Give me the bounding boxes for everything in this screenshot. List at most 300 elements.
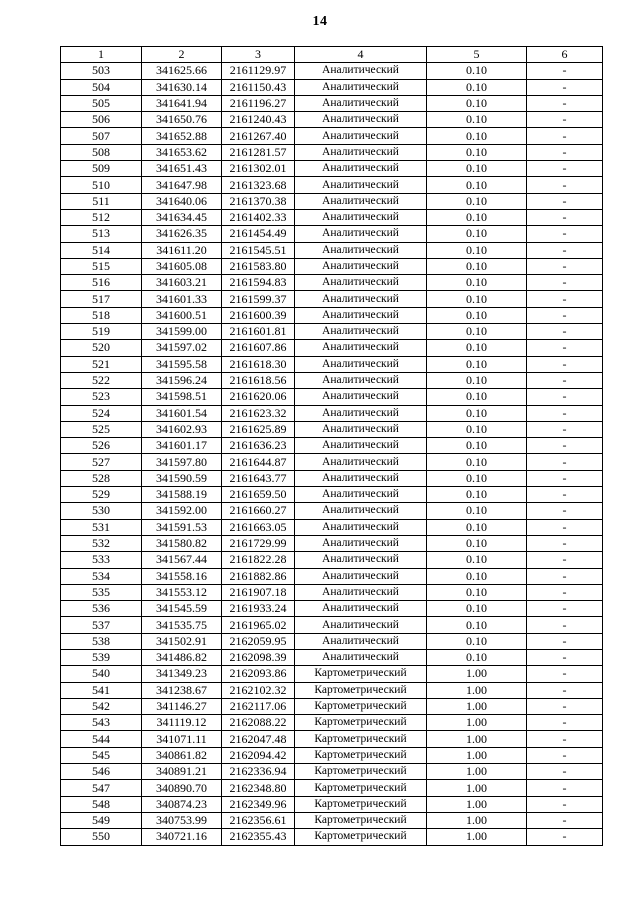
note-cell: - — [527, 112, 603, 128]
x-coordinate-cell: 341603.21 — [142, 275, 222, 291]
accuracy-cell: 1.00 — [427, 715, 527, 731]
method-cell: Аналитический — [295, 438, 427, 454]
point-number-cell: 532 — [61, 535, 142, 551]
table-row — [61, 601, 603, 617]
x-coordinate-cell: 341580.82 — [142, 535, 222, 551]
note-cell: - — [527, 438, 603, 454]
note-cell: - — [527, 79, 603, 95]
accuracy-cell: 0.10 — [427, 421, 527, 437]
x-coordinate-cell: 341349.23 — [142, 666, 222, 682]
y-coordinate-cell: 2161620.06 — [222, 389, 295, 405]
method-cell: Аналитический — [295, 95, 427, 111]
table-row — [61, 503, 603, 519]
point-number-cell: 539 — [61, 649, 142, 665]
note-cell: - — [527, 128, 603, 144]
accuracy-cell: 0.10 — [427, 356, 527, 372]
y-coordinate-cell: 2161281.57 — [222, 144, 295, 160]
y-coordinate-cell: 2162348.80 — [222, 780, 295, 796]
column-header: 2 — [142, 47, 222, 63]
note-cell: - — [527, 584, 603, 600]
point-number-cell: 511 — [61, 193, 142, 209]
accuracy-cell: 0.10 — [427, 95, 527, 111]
table-row — [61, 698, 603, 714]
note-cell: - — [527, 372, 603, 388]
method-cell: Аналитический — [295, 552, 427, 568]
y-coordinate-cell: 2161607.86 — [222, 340, 295, 356]
note-cell: - — [527, 487, 603, 503]
point-number-cell: 544 — [61, 731, 142, 747]
y-coordinate-cell: 2161623.32 — [222, 405, 295, 421]
accuracy-cell: 1.00 — [427, 780, 527, 796]
note-cell: - — [527, 535, 603, 551]
accuracy-cell: 0.10 — [427, 161, 527, 177]
method-cell: Аналитический — [295, 454, 427, 470]
method-cell: Картометрический — [295, 666, 427, 682]
column-header: 6 — [527, 47, 603, 63]
y-coordinate-cell: 2162098.39 — [222, 649, 295, 665]
point-number-cell: 524 — [61, 405, 142, 421]
accuracy-cell: 1.00 — [427, 666, 527, 682]
method-cell: Аналитический — [295, 258, 427, 274]
method-cell: Аналитический — [295, 209, 427, 225]
note-cell: - — [527, 95, 603, 111]
method-cell: Аналитический — [295, 226, 427, 242]
note-cell: - — [527, 633, 603, 649]
y-coordinate-cell: 2162047.48 — [222, 731, 295, 747]
method-cell: Картометрический — [295, 747, 427, 763]
point-number-cell: 536 — [61, 601, 142, 617]
note-cell: - — [527, 682, 603, 698]
method-cell: Картометрический — [295, 698, 427, 714]
point-number-cell: 523 — [61, 389, 142, 405]
y-coordinate-cell: 2161965.02 — [222, 617, 295, 633]
y-coordinate-cell: 2161618.56 — [222, 372, 295, 388]
method-cell: Аналитический — [295, 307, 427, 323]
note-cell: - — [527, 226, 603, 242]
y-coordinate-cell: 2161600.39 — [222, 307, 295, 323]
method-cell: Картометрический — [295, 731, 427, 747]
method-cell: Аналитический — [295, 633, 427, 649]
accuracy-cell: 0.10 — [427, 275, 527, 291]
y-coordinate-cell: 2162355.43 — [222, 829, 295, 845]
table-row — [61, 340, 603, 356]
y-coordinate-cell: 2161370.38 — [222, 193, 295, 209]
note-cell: - — [527, 389, 603, 405]
y-coordinate-cell: 2161822.28 — [222, 552, 295, 568]
method-cell: Аналитический — [295, 177, 427, 193]
accuracy-cell: 1.00 — [427, 731, 527, 747]
note-cell: - — [527, 568, 603, 584]
accuracy-cell: 0.10 — [427, 535, 527, 551]
note-cell: - — [527, 601, 603, 617]
note-cell: - — [527, 796, 603, 812]
method-cell: Аналитический — [295, 601, 427, 617]
table-row — [61, 764, 603, 780]
y-coordinate-cell: 2161129.97 — [222, 63, 295, 79]
y-coordinate-cell: 2162349.96 — [222, 796, 295, 812]
coordinates-table — [60, 46, 603, 846]
table-row — [61, 552, 603, 568]
point-number-cell: 541 — [61, 682, 142, 698]
method-cell: Аналитический — [295, 275, 427, 291]
accuracy-cell: 0.10 — [427, 405, 527, 421]
table-row — [61, 519, 603, 535]
point-number-cell: 534 — [61, 568, 142, 584]
point-number-cell: 503 — [61, 63, 142, 79]
x-coordinate-cell: 341601.17 — [142, 438, 222, 454]
x-coordinate-cell: 341596.24 — [142, 372, 222, 388]
accuracy-cell: 0.10 — [427, 242, 527, 258]
table-row — [61, 324, 603, 340]
note-cell: - — [527, 405, 603, 421]
method-cell: Аналитический — [295, 389, 427, 405]
note-cell: - — [527, 731, 603, 747]
note-cell: - — [527, 340, 603, 356]
table-row — [61, 617, 603, 633]
x-coordinate-cell: 341590.59 — [142, 470, 222, 486]
note-cell: - — [527, 829, 603, 845]
table-row — [61, 307, 603, 323]
note-cell: - — [527, 242, 603, 258]
y-coordinate-cell: 2161240.43 — [222, 112, 295, 128]
note-cell: - — [527, 161, 603, 177]
accuracy-cell: 0.10 — [427, 340, 527, 356]
note-cell: - — [527, 454, 603, 470]
y-coordinate-cell: 2162102.32 — [222, 682, 295, 698]
note-cell: - — [527, 291, 603, 307]
x-coordinate-cell: 341146.27 — [142, 698, 222, 714]
note-cell: - — [527, 780, 603, 796]
y-coordinate-cell: 2161644.87 — [222, 454, 295, 470]
accuracy-cell: 0.10 — [427, 568, 527, 584]
table-row — [61, 242, 603, 258]
point-number-cell: 514 — [61, 242, 142, 258]
x-coordinate-cell: 341602.93 — [142, 421, 222, 437]
table-row — [61, 796, 603, 812]
note-cell: - — [527, 698, 603, 714]
page-number: 14 — [312, 14, 328, 29]
table-row — [61, 389, 603, 405]
note-cell: - — [527, 617, 603, 633]
point-number-cell: 513 — [61, 226, 142, 242]
point-number-cell: 507 — [61, 128, 142, 144]
accuracy-cell: 0.10 — [427, 633, 527, 649]
point-number-cell: 516 — [61, 275, 142, 291]
table-row — [61, 438, 603, 454]
note-cell: - — [527, 209, 603, 225]
method-cell: Аналитический — [295, 128, 427, 144]
method-cell: Аналитический — [295, 356, 427, 372]
y-coordinate-cell: 2161643.77 — [222, 470, 295, 486]
table-row — [61, 487, 603, 503]
accuracy-cell: 1.00 — [427, 682, 527, 698]
accuracy-cell: 1.00 — [427, 698, 527, 714]
x-coordinate-cell: 341553.12 — [142, 584, 222, 600]
method-cell: Аналитический — [295, 324, 427, 340]
y-coordinate-cell: 2161882.86 — [222, 568, 295, 584]
y-coordinate-cell: 2161323.68 — [222, 177, 295, 193]
point-number-cell: 515 — [61, 258, 142, 274]
method-cell: Аналитический — [295, 617, 427, 633]
x-coordinate-cell: 340721.16 — [142, 829, 222, 845]
y-coordinate-cell: 2161601.81 — [222, 324, 295, 340]
table-row — [61, 633, 603, 649]
table-body — [61, 47, 603, 846]
x-coordinate-cell: 340890.70 — [142, 780, 222, 796]
accuracy-cell: 0.10 — [427, 649, 527, 665]
accuracy-cell: 1.00 — [427, 812, 527, 828]
column-header: 5 — [427, 47, 527, 63]
accuracy-cell: 0.10 — [427, 503, 527, 519]
table-row — [61, 584, 603, 600]
accuracy-cell: 0.10 — [427, 209, 527, 225]
point-number-cell: 522 — [61, 372, 142, 388]
y-coordinate-cell: 2162093.86 — [222, 666, 295, 682]
y-coordinate-cell: 2161599.37 — [222, 291, 295, 307]
accuracy-cell: 0.10 — [427, 144, 527, 160]
x-coordinate-cell: 341653.62 — [142, 144, 222, 160]
method-cell: Аналитический — [295, 242, 427, 258]
method-cell: Аналитический — [295, 161, 427, 177]
accuracy-cell: 0.10 — [427, 470, 527, 486]
table-row — [61, 128, 603, 144]
y-coordinate-cell: 2162088.22 — [222, 715, 295, 731]
note-cell: - — [527, 649, 603, 665]
column-header: 3 — [222, 47, 295, 63]
note-cell: - — [527, 812, 603, 828]
table-row — [61, 780, 603, 796]
y-coordinate-cell: 2161583.80 — [222, 258, 295, 274]
point-number-cell: 530 — [61, 503, 142, 519]
accuracy-cell: 0.10 — [427, 601, 527, 617]
point-number-cell: 521 — [61, 356, 142, 372]
x-coordinate-cell: 341634.45 — [142, 209, 222, 225]
table-row — [61, 356, 603, 372]
note-cell: - — [527, 747, 603, 763]
x-coordinate-cell: 341071.11 — [142, 731, 222, 747]
point-number-cell: 543 — [61, 715, 142, 731]
x-coordinate-cell: 340891.21 — [142, 764, 222, 780]
point-number-cell: 540 — [61, 666, 142, 682]
method-cell: Аналитический — [295, 193, 427, 209]
point-number-cell: 546 — [61, 764, 142, 780]
x-coordinate-cell: 341652.88 — [142, 128, 222, 144]
table-row — [61, 161, 603, 177]
accuracy-cell: 0.10 — [427, 291, 527, 307]
accuracy-cell: 1.00 — [427, 764, 527, 780]
method-cell: Картометрический — [295, 764, 427, 780]
accuracy-cell: 0.10 — [427, 226, 527, 242]
method-cell: Аналитический — [295, 503, 427, 519]
y-coordinate-cell: 2161454.49 — [222, 226, 295, 242]
accuracy-cell: 0.10 — [427, 372, 527, 388]
note-cell: - — [527, 503, 603, 519]
x-coordinate-cell: 341592.00 — [142, 503, 222, 519]
method-cell: Картометрический — [295, 682, 427, 698]
table-row — [61, 829, 603, 845]
note-cell: - — [527, 324, 603, 340]
y-coordinate-cell: 2162356.61 — [222, 812, 295, 828]
accuracy-cell: 0.10 — [427, 324, 527, 340]
x-coordinate-cell: 341558.16 — [142, 568, 222, 584]
method-cell: Аналитический — [295, 584, 427, 600]
point-number-cell: 512 — [61, 209, 142, 225]
x-coordinate-cell: 341641.94 — [142, 95, 222, 111]
accuracy-cell: 1.00 — [427, 796, 527, 812]
point-number-cell: 519 — [61, 324, 142, 340]
point-number-cell: 545 — [61, 747, 142, 763]
method-cell: Картометрический — [295, 812, 427, 828]
method-cell: Картометрический — [295, 829, 427, 845]
accuracy-cell: 0.10 — [427, 258, 527, 274]
point-number-cell: 529 — [61, 487, 142, 503]
method-cell: Аналитический — [295, 144, 427, 160]
method-cell: Аналитический — [295, 112, 427, 128]
x-coordinate-cell: 341647.98 — [142, 177, 222, 193]
accuracy-cell: 0.10 — [427, 79, 527, 95]
x-coordinate-cell: 341600.51 — [142, 307, 222, 323]
table-header-row — [61, 47, 603, 63]
point-number-cell: 548 — [61, 796, 142, 812]
method-cell: Аналитический — [295, 519, 427, 535]
y-coordinate-cell: 2161907.18 — [222, 584, 295, 600]
table-row — [61, 112, 603, 128]
accuracy-cell: 0.10 — [427, 177, 527, 193]
note-cell: - — [527, 193, 603, 209]
y-coordinate-cell: 2161618.30 — [222, 356, 295, 372]
x-coordinate-cell: 341486.82 — [142, 649, 222, 665]
note-cell: - — [527, 63, 603, 79]
table-row — [61, 568, 603, 584]
y-coordinate-cell: 2161660.27 — [222, 503, 295, 519]
y-coordinate-cell: 2161663.05 — [222, 519, 295, 535]
table-row — [61, 649, 603, 665]
note-cell: - — [527, 258, 603, 274]
x-coordinate-cell: 341597.02 — [142, 340, 222, 356]
note-cell: - — [527, 177, 603, 193]
accuracy-cell: 0.10 — [427, 552, 527, 568]
column-header: 1 — [61, 47, 142, 63]
point-number-cell: 517 — [61, 291, 142, 307]
table-row — [61, 177, 603, 193]
table-row — [61, 79, 603, 95]
table-row — [61, 258, 603, 274]
table-row — [61, 144, 603, 160]
accuracy-cell: 0.10 — [427, 454, 527, 470]
note-cell: - — [527, 421, 603, 437]
y-coordinate-cell: 2161302.01 — [222, 161, 295, 177]
x-coordinate-cell: 341535.75 — [142, 617, 222, 633]
y-coordinate-cell: 2161402.33 — [222, 209, 295, 225]
table-row — [61, 209, 603, 225]
x-coordinate-cell: 341626.35 — [142, 226, 222, 242]
point-number-cell: 508 — [61, 144, 142, 160]
x-coordinate-cell: 341599.00 — [142, 324, 222, 340]
point-number-cell: 547 — [61, 780, 142, 796]
method-cell: Аналитический — [295, 649, 427, 665]
point-number-cell: 518 — [61, 307, 142, 323]
table-row — [61, 95, 603, 111]
x-coordinate-cell: 341651.43 — [142, 161, 222, 177]
x-coordinate-cell: 340874.23 — [142, 796, 222, 812]
point-number-cell: 506 — [61, 112, 142, 128]
y-coordinate-cell: 2161729.99 — [222, 535, 295, 551]
table-row — [61, 291, 603, 307]
point-number-cell: 509 — [61, 161, 142, 177]
x-coordinate-cell: 341502.91 — [142, 633, 222, 649]
method-cell: Аналитический — [295, 535, 427, 551]
table-row — [61, 715, 603, 731]
accuracy-cell: 0.10 — [427, 487, 527, 503]
x-coordinate-cell: 341598.51 — [142, 389, 222, 405]
method-cell: Аналитический — [295, 470, 427, 486]
x-coordinate-cell: 340753.99 — [142, 812, 222, 828]
accuracy-cell: 0.10 — [427, 438, 527, 454]
point-number-cell: 527 — [61, 454, 142, 470]
point-number-cell: 537 — [61, 617, 142, 633]
table-row — [61, 405, 603, 421]
accuracy-cell: 0.10 — [427, 519, 527, 535]
x-coordinate-cell: 341238.67 — [142, 682, 222, 698]
y-coordinate-cell: 2162059.95 — [222, 633, 295, 649]
point-number-cell: 504 — [61, 79, 142, 95]
table-row — [61, 812, 603, 828]
y-coordinate-cell: 2161150.43 — [222, 79, 295, 95]
x-coordinate-cell: 341611.20 — [142, 242, 222, 258]
x-coordinate-cell: 341625.66 — [142, 63, 222, 79]
x-coordinate-cell: 341650.76 — [142, 112, 222, 128]
x-coordinate-cell: 341595.58 — [142, 356, 222, 372]
method-cell: Аналитический — [295, 340, 427, 356]
table-row — [61, 454, 603, 470]
x-coordinate-cell: 341640.06 — [142, 193, 222, 209]
x-coordinate-cell: 341567.44 — [142, 552, 222, 568]
x-coordinate-cell: 341591.53 — [142, 519, 222, 535]
method-cell: Аналитический — [295, 568, 427, 584]
accuracy-cell: 0.10 — [427, 128, 527, 144]
method-cell: Картометрический — [295, 780, 427, 796]
point-number-cell: 538 — [61, 633, 142, 649]
y-coordinate-cell: 2162117.06 — [222, 698, 295, 714]
note-cell: - — [527, 356, 603, 372]
note-cell: - — [527, 519, 603, 535]
y-coordinate-cell: 2161659.50 — [222, 487, 295, 503]
accuracy-cell: 1.00 — [427, 829, 527, 845]
x-coordinate-cell: 341630.14 — [142, 79, 222, 95]
table-row — [61, 731, 603, 747]
x-coordinate-cell: 341605.08 — [142, 258, 222, 274]
y-coordinate-cell: 2161594.83 — [222, 275, 295, 291]
table-row — [61, 682, 603, 698]
method-cell: Картометрический — [295, 796, 427, 812]
table-row — [61, 421, 603, 437]
x-coordinate-cell: 340861.82 — [142, 747, 222, 763]
note-cell: - — [527, 144, 603, 160]
point-number-cell: 550 — [61, 829, 142, 845]
note-cell: - — [527, 275, 603, 291]
x-coordinate-cell: 341588.19 — [142, 487, 222, 503]
point-number-cell: 542 — [61, 698, 142, 714]
column-header: 4 — [295, 47, 427, 63]
accuracy-cell: 0.10 — [427, 112, 527, 128]
y-coordinate-cell: 2161196.27 — [222, 95, 295, 111]
table-row — [61, 275, 603, 291]
accuracy-cell: 0.10 — [427, 193, 527, 209]
method-cell: Аналитический — [295, 421, 427, 437]
accuracy-cell: 1.00 — [427, 747, 527, 763]
table-row — [61, 372, 603, 388]
accuracy-cell: 0.10 — [427, 389, 527, 405]
